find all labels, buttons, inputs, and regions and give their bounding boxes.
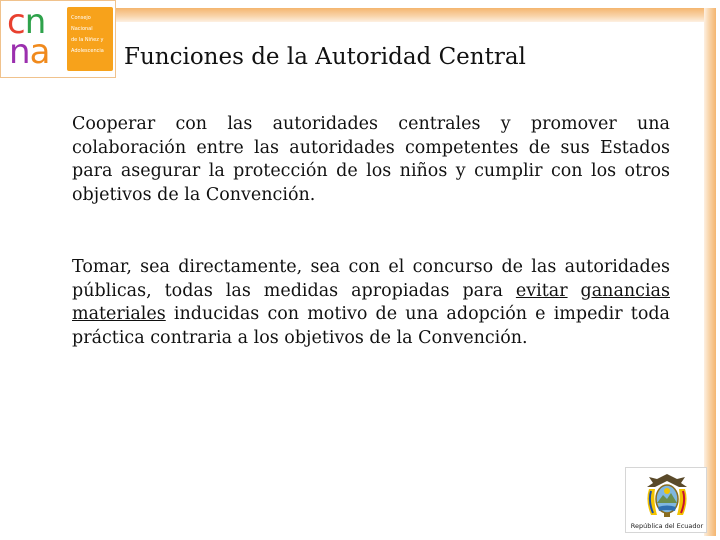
ecuador-crest bbox=[625, 467, 707, 533]
underlined-word: ganancias bbox=[580, 280, 670, 301]
underlined-word: evitar bbox=[515, 280, 568, 301]
paragraph-lead: Tomar, sea directamente, sea con el concurso de las autoridades públicas, todas las medidas apropiadas para bbox=[72, 257, 670, 301]
logo-letters-top: cn bbox=[7, 2, 46, 42]
crest-label: República del Ecuador bbox=[630, 522, 704, 530]
paragraph-tail: inducidas con motivo de una adopción e impedir toda práctica contraria a los objetivos de la Convención. bbox=[72, 304, 670, 348]
slide-frame-right bbox=[704, 8, 716, 536]
logo-text-line: Nacional bbox=[71, 26, 93, 32]
coat-of-arms-icon bbox=[643, 471, 691, 521]
logo-panel bbox=[67, 7, 113, 71]
logo-letters-bottom: na bbox=[9, 32, 50, 72]
paragraph-cooperar: Cooperar con las autoridades centrales y promover una colaboración entre las autoridades competentes de sus Estados para asegurar la protección de los niños y cumplir con los otros objetivos de la Convención. bbox=[72, 114, 670, 205]
underlined-word: materiales bbox=[72, 304, 166, 324]
cnna-logo bbox=[0, 0, 116, 78]
slide-frame-top bbox=[112, 8, 716, 22]
logo-text-line: Adolescencia bbox=[71, 48, 104, 54]
paragraph-tomar bbox=[72, 256, 670, 350]
logo-text-line: Consejo bbox=[71, 15, 91, 21]
logo-text-line: de la Niñez y bbox=[71, 37, 104, 43]
slide-title: Funciones de la Autoridad Central bbox=[124, 44, 526, 70]
